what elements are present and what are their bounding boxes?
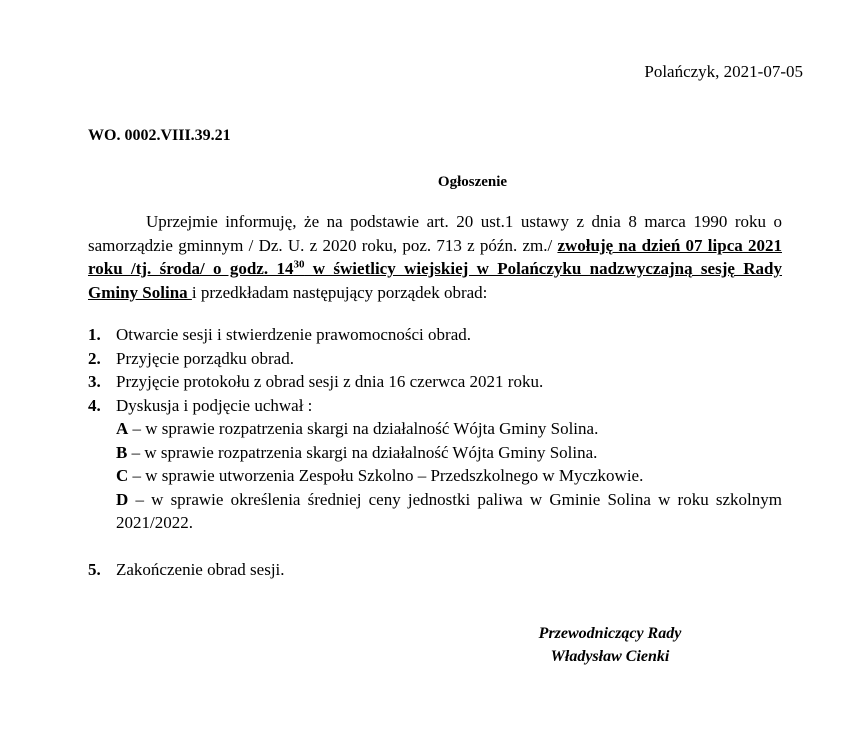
resolution-text: – w sprawie rozpatrzenia skargi na działalność Wójta Gminy Solina. (128, 419, 599, 438)
resolution-item (116, 488, 782, 535)
signature-role: Przewodniczący Rady (538, 625, 682, 642)
intro-session-date: zwołuję na dzień 07 lipca 2021 roku /tj. środa/ o godz. $14^{30}$ w świetlicy wiejskiej w Polańczyku nadzwyczajną sesję Rady Gminy Solina (88, 235, 782, 302)
agenda-item-number: 4. (88, 395, 101, 415)
resolution-text: – w sprawie rozpatrzenia skargi na działalność Wójta Gminy Solina. (127, 442, 598, 462)
agenda-item-text: Otwarcie sesji i stwierdzenie prawomocności obrad. (116, 325, 471, 344)
spacer (88, 535, 788, 558)
agenda-list (88, 323, 788, 581)
agenda-item-number: 5. (88, 559, 101, 579)
place-date: Polańczyk, 2021-07-05 (644, 62, 803, 81)
signature-name: Władysław Cienki (550, 648, 670, 665)
resolution-text: – w sprawie określenia średniej ceny jednostki paliwa w Gminie Solina w roku szkolnym 2021/2022. (116, 489, 782, 532)
agenda-item (88, 347, 788, 371)
resolution-letter: A (116, 419, 129, 438)
reference-number: WO. 0002.VIII.39.21 (88, 127, 231, 144)
time-superscript: 30 (293, 258, 305, 271)
agenda-item (88, 394, 788, 535)
agenda-item-text: Dyskusja i podjęcie uchwał : (116, 395, 313, 415)
resolution-letter: C (116, 466, 129, 485)
agenda-item-text: Przyjęcie porządku obrad. (116, 348, 294, 368)
resolution-item (116, 464, 788, 488)
intro-paragraph (88, 210, 782, 304)
agenda-item (88, 323, 788, 347)
intro-text-2: i przedkładam następujący porządek obrad: (191, 282, 488, 302)
resolution-item (116, 441, 788, 465)
agenda-item (88, 558, 788, 582)
resolution-letter: D (116, 489, 129, 509)
agenda-item-number: 2. (88, 348, 101, 368)
agenda-item (88, 370, 788, 394)
resolution-letter: B (116, 442, 128, 462)
resolution-item (116, 417, 788, 441)
intro-text-1: Uprzejmie informuję, że na podstawie art. 20 ust.1 ustawy z dnia 8 marca 1990 roku o samorządzie gminnym / Dz. U. z 2020 roku, poz. 713 z późn. zm./ (88, 212, 782, 255)
resolution-text: – w sprawie utworzenia Zespołu Szkolno – Przedszkolnego w Myczkowie. (128, 466, 644, 485)
agenda-item-number: 3. (88, 372, 101, 391)
agenda-item-text: Przyjęcie protokołu z obrad sesji z dnia 16 czerwca 2021 roku. (116, 372, 544, 391)
agenda-item-text: Zakończenie obrad sesji. (116, 559, 285, 579)
signature-block (470, 622, 750, 668)
document-title: Ogłoszenie (437, 174, 508, 190)
agenda-item-number: 1. (88, 325, 101, 344)
